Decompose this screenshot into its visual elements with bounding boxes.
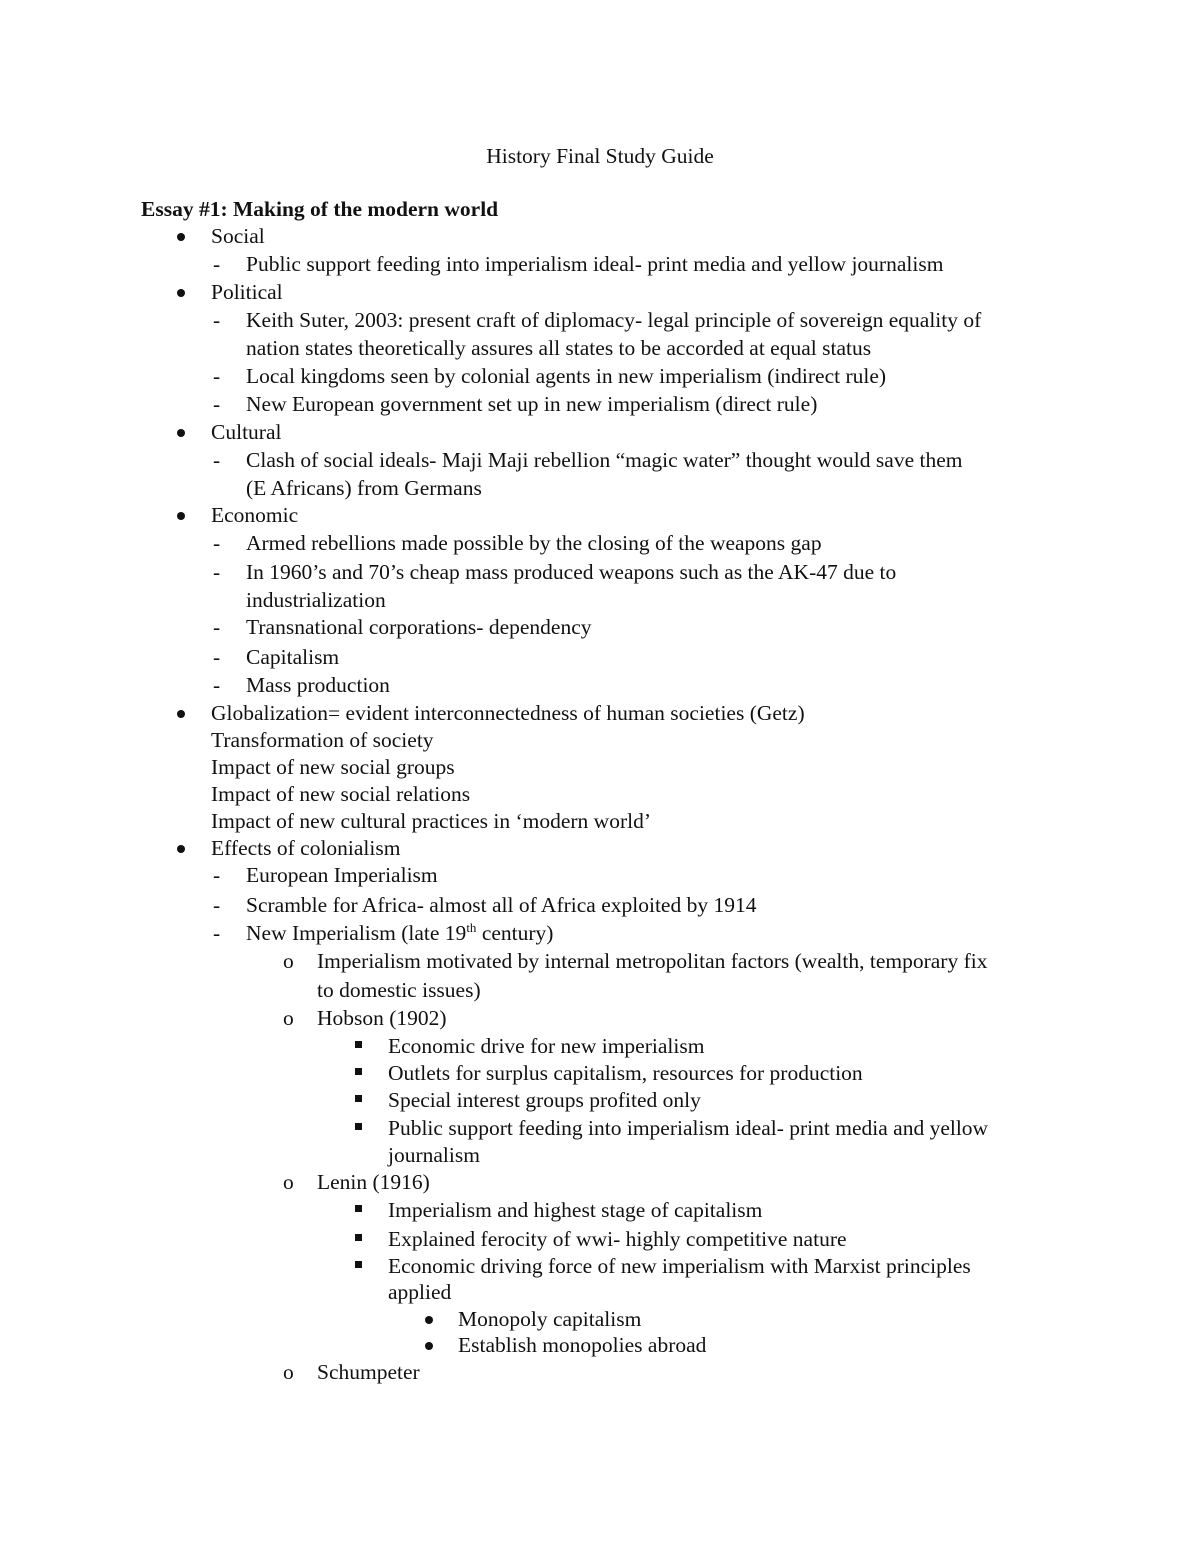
list-item: Local kingdoms seen by colonial agents in new imperialism (indirect rule) xyxy=(246,364,887,388)
list-item-continuation: industrialization xyxy=(246,588,386,612)
circle-marker: o xyxy=(283,949,294,973)
bullet-dot-icon xyxy=(425,1342,433,1350)
dash-marker: - xyxy=(213,863,221,887)
list-item: Imperialism motivated by internal metropolitan factors (wealth, temporary fix xyxy=(317,949,988,973)
list-item: Armed rebellions made possible by the closing of the weapons gap xyxy=(246,531,822,555)
bullet-dot-icon xyxy=(425,1316,433,1324)
dash-marker: - xyxy=(213,448,221,472)
list-item: Special interest groups profited only xyxy=(388,1088,701,1112)
square-bullet-icon xyxy=(355,1234,362,1241)
section-social: Social xyxy=(211,224,265,248)
list-item: Public support feeding into imperialism ideal- print media and yellow journalism xyxy=(246,252,944,276)
text-line: Transformation of society xyxy=(211,728,434,752)
text-fragment: century) xyxy=(476,921,554,945)
text-fragment: New Imperialism (late 19 xyxy=(246,921,467,945)
section-economic: Economic xyxy=(211,503,299,527)
list-item: Imperialism and highest stage of capitalism xyxy=(388,1198,763,1222)
list-item-continuation: journalism xyxy=(388,1143,480,1167)
list-item: Outlets for surplus capitalism, resources for production xyxy=(388,1061,863,1085)
list-item-continuation: to domestic issues) xyxy=(317,978,481,1002)
dash-marker: - xyxy=(213,392,221,416)
list-item: Mass production xyxy=(246,673,390,697)
square-bullet-icon xyxy=(355,1261,362,1268)
section-cultural: Cultural xyxy=(211,420,282,444)
list-item: Explained ferocity of wwi- highly competitive nature xyxy=(388,1227,847,1251)
list-item: Capitalism xyxy=(246,645,340,669)
list-item-continuation: (E Africans) from Germans xyxy=(246,476,482,500)
dash-marker: - xyxy=(213,560,221,584)
list-item: New European government set up in new imperialism (direct rule) xyxy=(246,392,818,416)
list-item: Monopoly capitalism xyxy=(458,1307,642,1331)
square-bullet-icon xyxy=(355,1068,362,1075)
essay-heading: Essay #1: Making of the modern world xyxy=(141,197,499,221)
list-item: Transnational corporations- dependency xyxy=(246,615,592,639)
list-item-new-imperialism xyxy=(246,920,553,947)
list-item: In 1960’s and 70’s cheap mass produced weapons such as the AK-47 due to xyxy=(246,560,897,584)
list-item-lenin: Lenin (1916) xyxy=(317,1170,430,1194)
dash-marker: - xyxy=(213,531,221,555)
dash-marker: - xyxy=(213,308,221,332)
text-line: Impact of new social groups xyxy=(211,755,455,779)
list-item-continuation: applied xyxy=(388,1280,452,1304)
circle-marker: o xyxy=(283,1006,294,1030)
dash-marker: - xyxy=(213,921,221,945)
text-line: Impact of new social relations xyxy=(211,782,471,806)
dash-marker: - xyxy=(213,252,221,276)
dash-marker: - xyxy=(213,893,221,917)
bullet-dot-icon xyxy=(177,512,185,520)
dash-marker: - xyxy=(213,645,221,669)
circle-marker: o xyxy=(283,1360,294,1384)
text-line: Impact of new cultural practices in ‘modern world’ xyxy=(211,809,651,833)
square-bullet-icon xyxy=(355,1095,362,1102)
bullet-dot-icon xyxy=(177,429,185,437)
circle-marker: o xyxy=(283,1170,294,1194)
bullet-dot-icon xyxy=(177,233,185,241)
bullet-dot-icon xyxy=(177,845,185,853)
superscript: th xyxy=(466,919,477,935)
list-item-hobson: Hobson (1902) xyxy=(317,1006,447,1030)
square-bullet-icon xyxy=(355,1123,362,1130)
list-item-schumpeter: Schumpeter xyxy=(317,1360,420,1384)
list-item: Scramble for Africa- almost all of Africa exploited by 1914 xyxy=(246,893,757,917)
dash-marker: - xyxy=(213,673,221,697)
list-item: Keith Suter, 2003: present craft of diplomacy- legal principle of sovereign equality of xyxy=(246,308,982,332)
list-item: European Imperialism xyxy=(246,863,438,887)
list-item: Clash of social ideals- Maji Maji rebellion “magic water” thought would save them xyxy=(246,448,963,472)
square-bullet-icon xyxy=(355,1205,362,1212)
list-item: Public support feeding into imperialism ideal- print media and yellow xyxy=(388,1116,989,1140)
dash-marker: - xyxy=(213,364,221,388)
list-item-continuation: nation states theoretically assures all states to be accorded at equal status xyxy=(246,336,872,360)
section-globalization: Globalization= evident interconnectedness of human societies (Getz) xyxy=(211,701,805,725)
list-item: Establish monopolies abroad xyxy=(458,1333,707,1357)
dash-marker: - xyxy=(213,615,221,639)
page-title: History Final Study Guide xyxy=(486,144,714,168)
list-item: Economic drive for new imperialism xyxy=(388,1034,705,1058)
bullet-dot-icon xyxy=(177,289,185,297)
list-item: Economic driving force of new imperialism with Marxist principles xyxy=(388,1254,971,1278)
bullet-dot-icon xyxy=(177,710,185,718)
section-colonialism: Effects of colonialism xyxy=(211,836,401,860)
square-bullet-icon xyxy=(355,1041,362,1048)
section-political: Political xyxy=(211,280,283,304)
